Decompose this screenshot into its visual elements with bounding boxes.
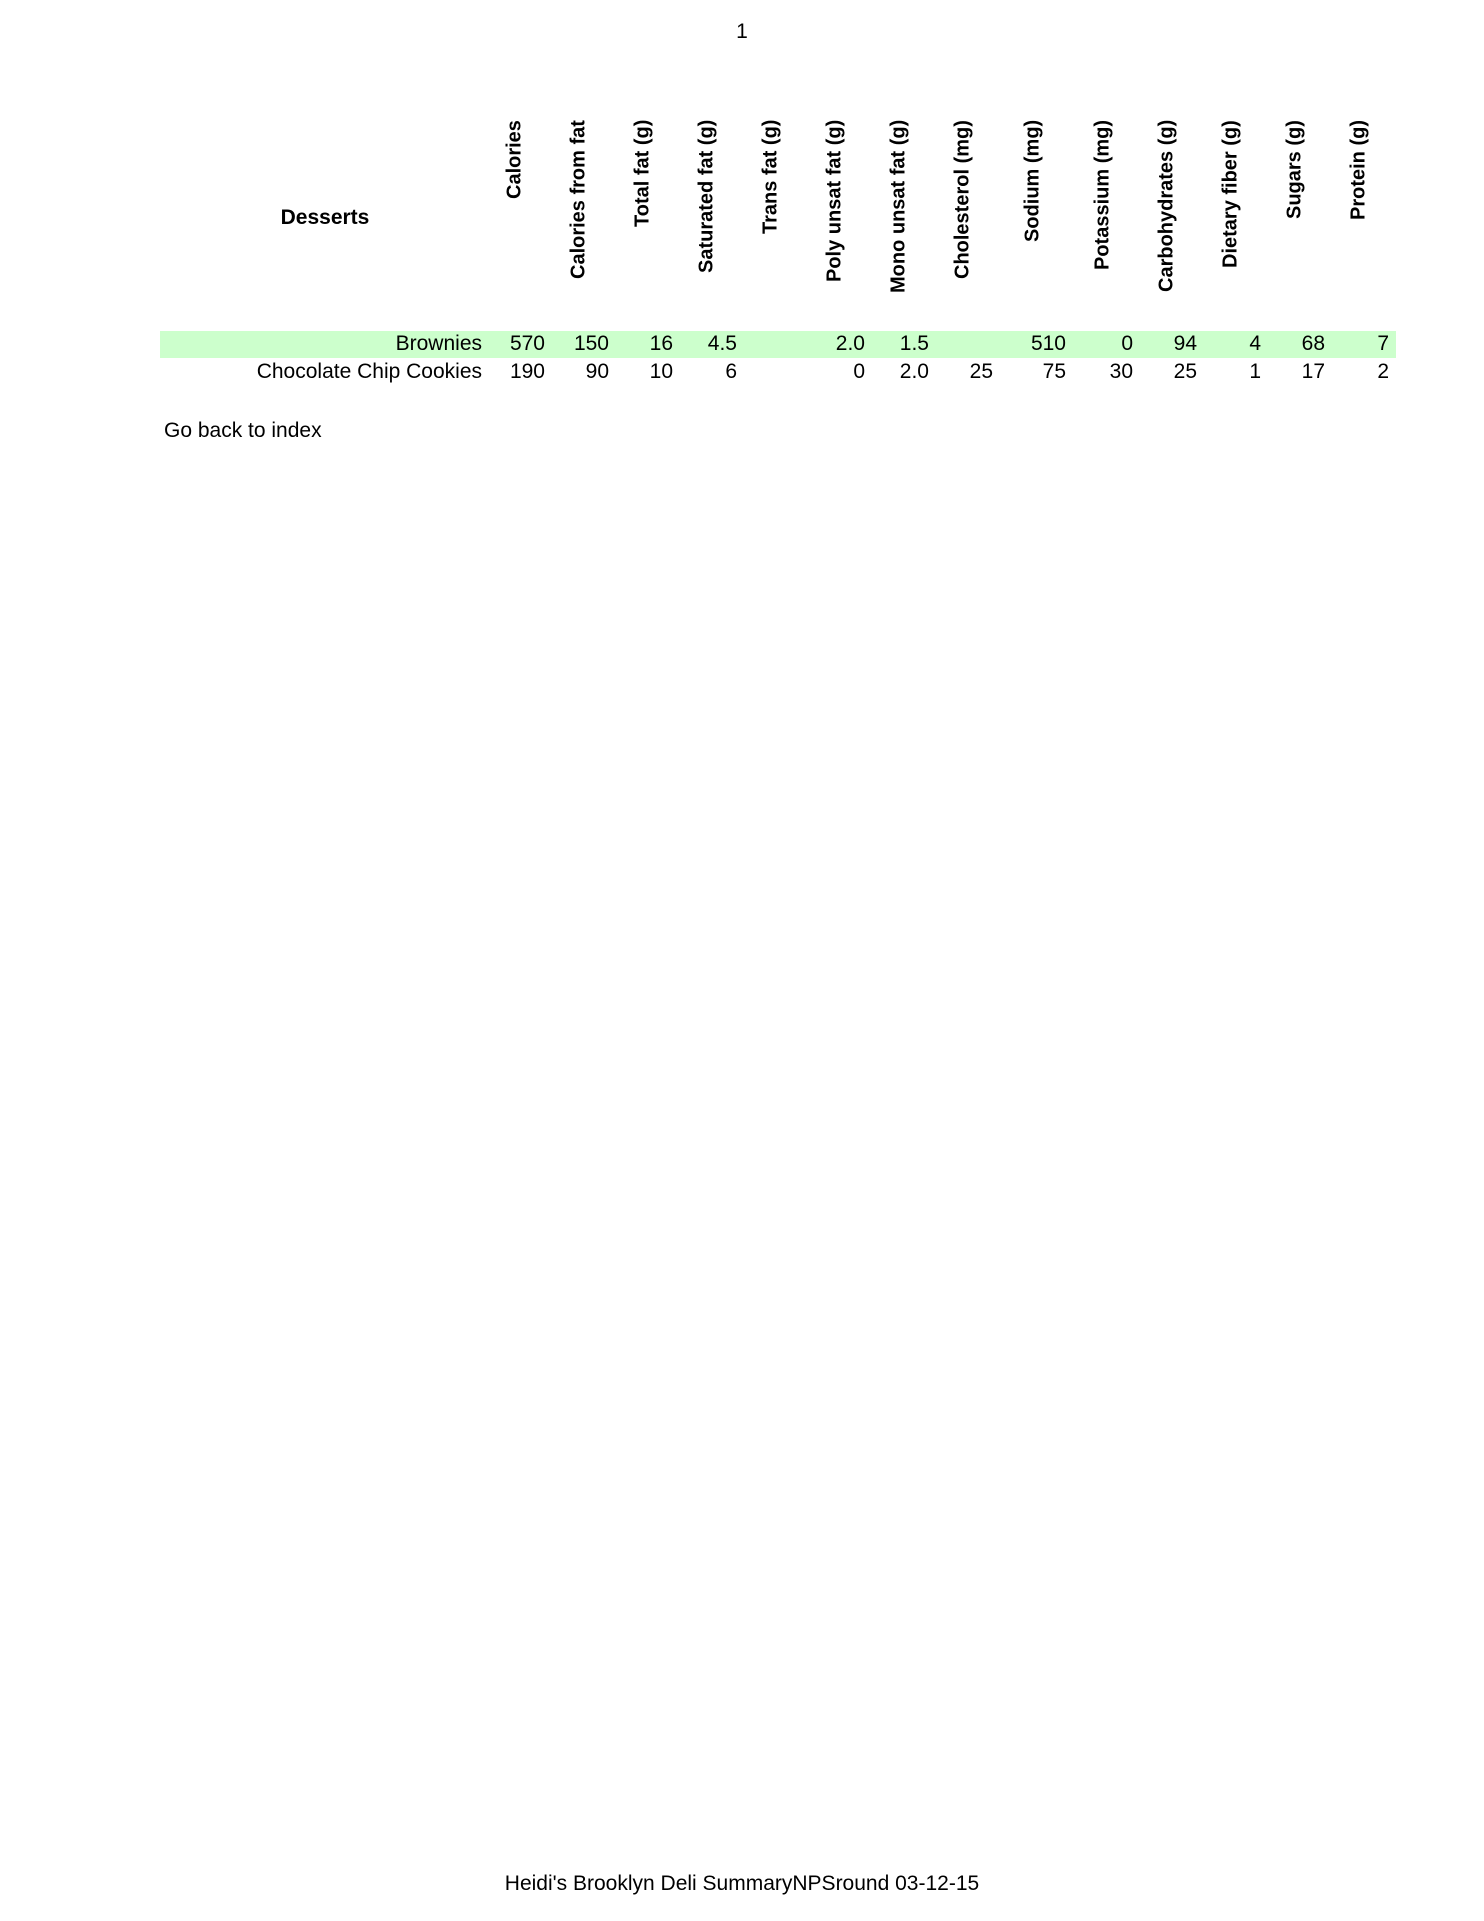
cell-carbohydrates: 25 xyxy=(1173,360,1197,383)
cell-potassium: 30 xyxy=(1109,360,1133,383)
column-header-saturated-fat: Saturated fat (g) xyxy=(695,120,718,274)
cell-calories-from-fat: 90 xyxy=(585,360,609,383)
cell-sodium: 510 xyxy=(1030,332,1066,355)
column-header-poly-unsat-fat: Poly unsat fat (g) xyxy=(823,120,846,283)
cell-dietary-fiber: 4 xyxy=(1249,332,1261,355)
row-label: Brownies xyxy=(395,332,482,355)
cell-dietary-fiber: 1 xyxy=(1249,360,1261,383)
cell-saturated-fat: 6 xyxy=(725,360,737,383)
cell-mono-unsat-fat: 1.5 xyxy=(899,332,929,355)
cell-sugars: 17 xyxy=(1301,360,1325,383)
cell-sugars: 68 xyxy=(1301,332,1325,355)
column-header-protein: Protein (g) xyxy=(1347,120,1370,220)
cell-cholesterol: 25 xyxy=(969,360,993,383)
page-number: 1 xyxy=(736,20,748,43)
cell-saturated-fat: 4.5 xyxy=(707,332,737,355)
cell-protein: 2 xyxy=(1377,360,1389,383)
cell-protein: 7 xyxy=(1377,332,1389,355)
table-row xyxy=(160,331,1396,358)
column-header-mono-unsat-fat: Mono unsat fat (g) xyxy=(887,120,910,294)
column-header-dietary-fiber: Dietary fiber (g) xyxy=(1219,120,1242,268)
column-header-sodium: Sodium (mg) xyxy=(1021,120,1044,243)
page-footer: Heidi's Brooklyn Deli SummaryNPSround 03-12-15 xyxy=(504,1872,980,1895)
cell-mono-unsat-fat: 2.0 xyxy=(899,360,929,383)
cell-calories: 570 xyxy=(509,332,545,355)
column-header-calories-from-fat: Calories from fat xyxy=(567,120,590,279)
row-label: Chocolate Chip Cookies xyxy=(256,360,482,383)
cell-sodium: 75 xyxy=(1042,360,1066,383)
column-header-total-fat: Total fat (g) xyxy=(631,120,654,228)
cell-calories: 190 xyxy=(509,360,545,383)
cell-carbohydrates: 94 xyxy=(1173,332,1197,355)
cell-poly-unsat-fat: 0 xyxy=(853,360,865,383)
table-row xyxy=(160,359,1396,386)
cell-poly-unsat-fat: 2.0 xyxy=(835,332,865,355)
column-header-carbohydrates: Carbohydrates (g) xyxy=(1155,120,1178,293)
section-title: Desserts xyxy=(280,206,370,229)
column-header-cholesterol: Cholesterol (mg) xyxy=(951,120,974,279)
cell-potassium: 0 xyxy=(1121,332,1133,355)
column-header-calories: Calories xyxy=(503,120,526,199)
column-header-trans-fat: Trans fat (g) xyxy=(759,120,782,235)
cell-calories-from-fat: 150 xyxy=(573,332,609,355)
back-to-index-link[interactable]: Go back to index xyxy=(164,419,322,442)
column-header-potassium: Potassium (mg) xyxy=(1091,120,1114,271)
cell-total-fat: 10 xyxy=(649,360,673,383)
column-header-sugars: Sugars (g) xyxy=(1283,120,1306,219)
cell-total-fat: 16 xyxy=(649,332,673,355)
